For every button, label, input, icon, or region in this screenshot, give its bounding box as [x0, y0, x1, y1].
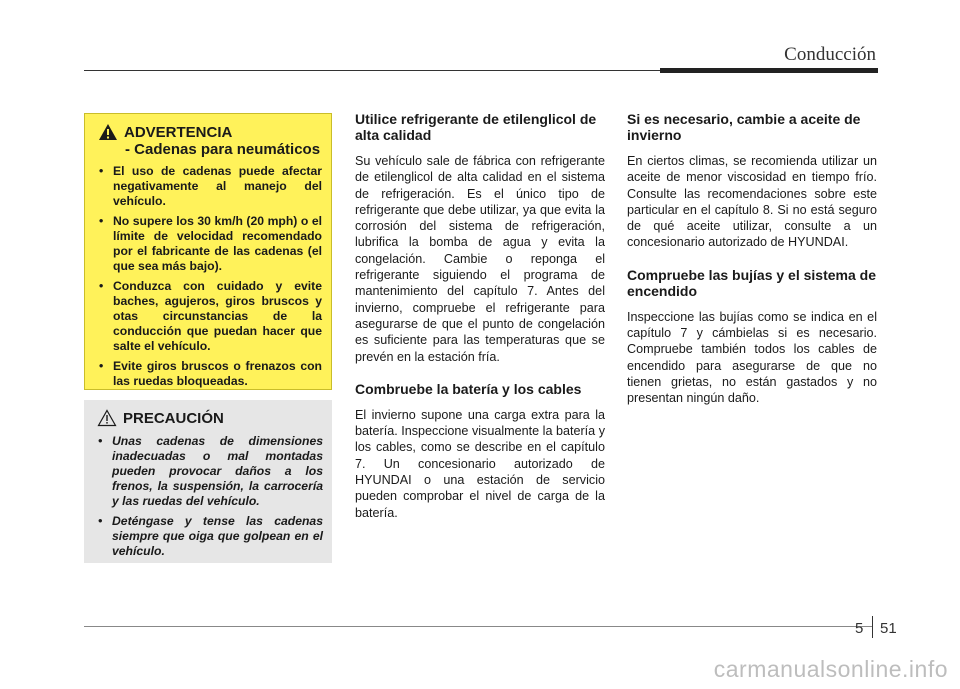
section-title: Conducción [784, 44, 876, 65]
caution-item: • Unas cadenas de dimensiones inadecuadas o mal montadas pueden provocar daños a los frenos, la suspensión, la carrocería y las ruedas del vehículo. [94, 434, 323, 509]
column-middle [355, 111, 605, 537]
warning-list [95, 164, 322, 389]
caution-triangle-icon [97, 409, 117, 427]
column-right [627, 111, 877, 423]
caution-item: • Deténgase y tense las cadenas siempre que oiga que golpean en el vehículo. [94, 514, 323, 559]
caution-list [94, 434, 323, 559]
section-heading: Compruebe las bujías y el sistema de encendido [627, 266, 876, 299]
footer-rule [84, 626, 872, 627]
chapter-number: 5 [855, 620, 864, 637]
section-heading: Utilice refrigerante de etilenglicol de alta calidad [355, 111, 597, 143]
section-body: Inspeccione las bujías como se indica en el capítulo 7 y cámbielas si es necesario. Compruebe también todos los cables de encendido para asegurarse de que no tienen grietas, no están gastados y no presentan ningún daño. [627, 309, 877, 406]
caution-box [84, 400, 332, 563]
header-rule [84, 70, 660, 71]
section-heading: Combruebe la batería y los cables [355, 380, 582, 397]
caution-title: PRECAUCIÓN [123, 409, 224, 427]
section-heading: Si es necesario, cambie a aceite de invierno [627, 111, 861, 143]
section-body: En ciertos climas, se recomienda utilizar un aceite de menor viscosidad en tiempo frío. Consulte las recomendaciones sobre este particular en el capítulo 8. Si no está seguro de qué aceite utilizar, consulte a un concesionario autorizado de HYUNDAI. [627, 154, 877, 250]
warning-title: ADVERTENCIA [124, 123, 233, 141]
caution-heading [94, 409, 323, 427]
warning-box [84, 113, 332, 390]
warning-item: • No supere los 30 km/h (20 mph) o el límite de velocidad recomendado por el fabricante de las cadenas (el que sea más bajo). [95, 214, 322, 274]
warning-subtitle: - Cadenas para neumáticos [125, 141, 321, 158]
page-number: 51 [880, 620, 897, 637]
warning-item: • Conduzca con cuidado y evite baches, agujeros, giros bruscos y otas circunstancias de la conducción que puedan hacer que salte el vehículo. [95, 279, 322, 354]
warning-item: • El uso de cadenas puede afectar negativamente al manejo del vehículo. [95, 164, 322, 209]
header-rule-accent [660, 68, 878, 73]
section-body: El invierno supone una carga extra para la batería. Inspeccione visualmente la batería y los cables, como se describe en el capítulo 7. Un concesionario autorizado de HYUNDAI o una estación de servicio pueden comprobar el nivel de carga de la batería. [355, 407, 605, 520]
warning-triangle-icon [98, 123, 118, 141]
page-number-separator [872, 616, 873, 638]
warning-heading [95, 123, 322, 141]
section-body: Su vehículo sale de fábrica con refrigerante de etilenglicol de alta calidad en el sistema de refrigeración. Es el único tipo de refrigerante que debe utilizar, ya que evita la corrosión del sistema de refrigeración, lubrifica la bomba de agua y evita la congelación. Cambie o reponga el refrigerante siguiendo el programa de mantenimiento del capítulo 7. Antes del invierno, compruebe el refrigerante para asegurarse de que el punto de congelación es suficiente para las temperaturas que se prevén en la estación fría. [355, 154, 605, 364]
watermark: carmanualsonline.info [713, 656, 948, 682]
warning-item: • Evite giros bruscos o frenazos con las ruedas bloqueadas. [95, 359, 322, 389]
